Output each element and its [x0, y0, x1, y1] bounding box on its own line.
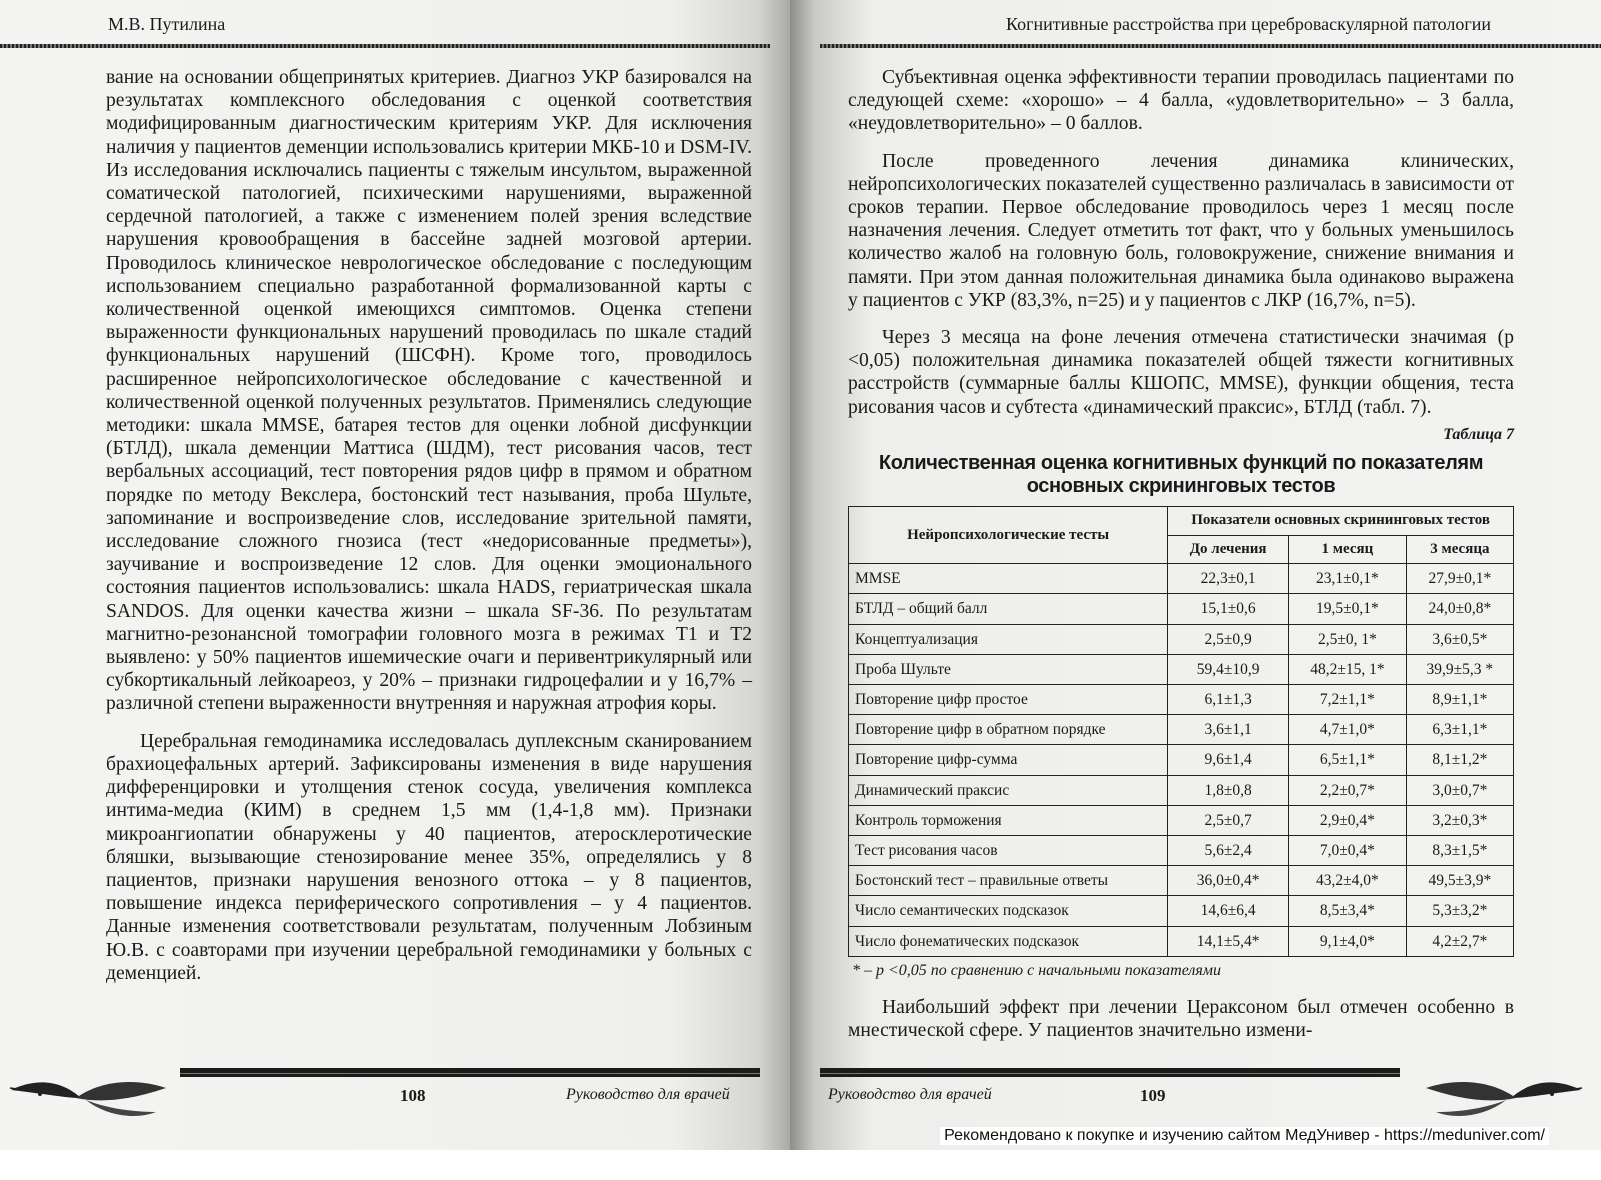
paragraph: вание на основании общепринятых критериев. Диагноз УКР базировался на результатах комплексного обследования с оценкой соответствия модифицированным диагностическим критериям УКР. Для исключения наличия у пациентов деменции использовались критерии МКБ-10 и DSM-IV. Из исследования исключались пациенты с тяжелым инсультом, выраженной соматической патологией, психическими нарушениями, выраженной сердечной патологией, а также с изменением полей зрения вследствие нарушения кровообращения в бассейне задней мозговой артерии. Проводилось клиническое неврологическое обследование с последующим использованием специально разработанной формализованной карты с количественной оценкой имеющихся симптомов. Оценка степени выраженности функциональных нарушений проводилась по шкале стадий функциональных нарушений (ШСФН). Кроме того, проводилось расширенное нейропсихологическое обследование с качественной и количественной оценкой полученных результатов. Применялись следующие методики: шкала MMSE, батарея тестов для оценки лобной дисфункции (БТЛД), шкала деменции Маттиса (ШДМ), тест рисования часов, тест вербальных ассоциаций, тест повторения рядов цифр в прямом и обратном порядке по методу Векслера, бостонский тест называния, проба Шульте, запоминание и воспроизведение слов, исследование зрительной памяти, исследование сложного гнозиса (тест «недорисованные предметы»), заучивание и воспроизведение 12 слов. Для оценки эмоционального состояния пациентов использовались: шкала HADS, гериатрическая шкала SANDOS. Для оценки качества жизни – шкала SF-36. По результатам магнитно-резонансной томографии головного мозга в режимах Т1 и Т2 выявлено: у 50% пациентов ишемические очаги и перивентрикулярный или субкортикальный лейкоареоз, у 20% – признаки гидроцефалии и у 16,7% – различной степени выраженности внутренняя и наружная атрофия коры.: [106, 67, 752, 715]
before-value-cell: 2,5±0,7: [1168, 805, 1289, 835]
table-row: [849, 745, 1514, 775]
before-value-cell: 59,4±10,9: [1168, 654, 1289, 684]
test-name-cell: Бостонский тест – правильные ответы: [849, 866, 1168, 896]
month3-value-cell: 3,2±0,3*: [1406, 805, 1513, 835]
month1-value-cell: 7,0±0,4*: [1289, 836, 1407, 866]
month3-value-cell: 49,5±3,9*: [1406, 866, 1513, 896]
column-header: До лечения: [1168, 535, 1289, 564]
table-row: [849, 715, 1514, 745]
bottom-margin: [0, 1150, 1601, 1180]
test-name-cell: Повторение цифр в обратном порядке: [849, 715, 1168, 745]
table-row: [849, 896, 1514, 926]
table-row: [849, 685, 1514, 715]
before-value-cell: 3,6±1,1: [1168, 715, 1289, 745]
right-text-column: [848, 66, 1514, 1056]
column-header: 3 месяца: [1406, 535, 1513, 564]
test-name-cell: Повторение цифр простое: [849, 685, 1168, 715]
month1-value-cell: 2,5±0, 1*: [1289, 624, 1407, 654]
table-row: [849, 926, 1514, 956]
test-name-cell: Концептуализация: [849, 624, 1168, 654]
test-name-cell: Повторение цифр-сумма: [849, 745, 1168, 775]
test-name-cell: Проба Шульте: [849, 654, 1168, 684]
table-row: [849, 564, 1514, 594]
test-name-cell: Число семантических подсказок: [849, 896, 1168, 926]
page-number-right: 109: [1140, 1086, 1166, 1105]
month1-value-cell: 19,5±0,1*: [1289, 594, 1407, 624]
header-group: Показатели основных скрининговых тестов: [1168, 507, 1514, 536]
table-footnote: * – р <0,05 по сравнению с начальными показателями: [852, 961, 1222, 979]
test-name-cell: БТЛД – общий балл: [849, 594, 1168, 624]
footer-text-left: Руководство для врачей: [566, 1086, 730, 1103]
before-value-cell: 9,6±1,4: [1168, 745, 1289, 775]
month3-value-cell: 27,9±0,1*: [1406, 564, 1513, 594]
test-name-cell: MMSE: [849, 564, 1168, 594]
month3-value-cell: 8,1±1,2*: [1406, 745, 1513, 775]
test-name-cell: Динамический праксис: [849, 775, 1168, 805]
table-title: Количественная оценка когнитивных функций по показателям основных скрининговых тестов: [878, 452, 1484, 498]
month3-value-cell: 24,0±0,8*: [1406, 594, 1513, 624]
left-page: [0, 0, 790, 1150]
month3-value-cell: 6,3±1,1*: [1406, 715, 1513, 745]
month1-value-cell: 4,7±1,0*: [1289, 715, 1407, 745]
running-head-right: Когнитивные расстройства при цереброваскулярной патологии: [1006, 14, 1491, 34]
header-rule-left: [0, 44, 770, 48]
paragraph: Наибольший эффект при лечении Цераксоном был отмечен особенно в мнестической сфере. У пациентов значительно измени-: [848, 997, 1514, 1042]
table-body: [849, 564, 1514, 957]
footer-text-right: Руководство для врачей: [828, 1086, 992, 1103]
before-value-cell: 36,0±0,4*: [1168, 866, 1289, 896]
table-row: [849, 836, 1514, 866]
left-text-column: [106, 66, 752, 999]
paragraph: После проведенного лечения динамика клинических, нейропсихологических показателей существенно различалась в зависимости от сроков терапии. Первое обследование проводилось через 1 месяц после назначения лечения. Следует отметить тот факт, что у больных уменьшилось количество жалоб на головную боль, головокружение, снижение внимания и памяти. При этом данная положительная динамика была одинаково выражена у пациентов с УКР (83,3%, n=25) и у пациентов с ЛКР (16,7%, n=5).: [848, 150, 1514, 311]
table-label: Таблица 7: [1443, 425, 1514, 443]
page-number-left: 108: [400, 1086, 426, 1105]
month3-value-cell: 8,3±1,5*: [1406, 836, 1513, 866]
before-value-cell: 14,6±6,4: [1168, 896, 1289, 926]
before-value-cell: 22,3±0,1: [1168, 564, 1289, 594]
month3-value-cell: 5,3±3,2*: [1406, 896, 1513, 926]
month3-value-cell: 4,2±2,7*: [1406, 926, 1513, 956]
table-row: [849, 624, 1514, 654]
month3-value-cell: 3,6±0,5*: [1406, 624, 1513, 654]
month1-value-cell: 9,1±4,0*: [1289, 926, 1407, 956]
table-row: [849, 654, 1514, 684]
running-head-left: М.В. Путилина: [108, 14, 226, 34]
before-value-cell: 5,6±2,4: [1168, 836, 1289, 866]
month1-value-cell: 23,1±0,1*: [1289, 564, 1407, 594]
test-name-cell: Контроль торможения: [849, 805, 1168, 835]
watermark-text: Рекомендовано к покупке и изучению сайтом МедУнивер - https://meduniver.com/: [940, 1127, 1549, 1145]
header-tests: Нейропсихологические тесты: [849, 507, 1168, 564]
month3-value-cell: 39,9±5,3 *: [1406, 654, 1513, 684]
before-value-cell: 6,1±1,3: [1168, 685, 1289, 715]
table-row: [849, 866, 1514, 896]
paragraph: Субъективная оценка эффективности терапии проводилась пациентами по следующей схеме: «хорошо» – 4 балла, «удовлетворительно» – 3 балла, «неудовлетворительно» – 0 баллов.: [848, 67, 1514, 135]
table-row: [849, 594, 1514, 624]
paragraph: Церебральная гемодинамика исследовалась дуплексным сканированием брахиоцефальных артерий. Зафиксированы изменения в виде нарушения дифференцировки и утолщения стенок сосуда, увеличения комплекса интима-медиа (КИМ) в среднем 1,5 мм (1,4-1,8 мм). Признаки микроангиопатии обнаружены у 40 пациентов, атеросклеротические бляшки, вызывающие стенозирование менее 35%, определялись у 8 пациентов, признаки нарушения венозного оттока – у 8 пациентов, повышение индекса периферического сопротивления – у 4 пациентов. Данные изменения соответствовали результатам, полученным Лобзиным Ю.В. с соавторами при изучении церебральной гемодинамики у больных с деменцией.: [106, 730, 752, 984]
floral-ornament-icon: [6, 1068, 176, 1128]
month1-value-cell: 8,5±3,4*: [1289, 896, 1407, 926]
test-name-cell: Число фонематических подсказок: [849, 926, 1168, 956]
before-value-cell: 1,8±0,8: [1168, 775, 1289, 805]
test-name-cell: Тест рисования часов: [849, 836, 1168, 866]
footer-rule-right: [820, 1068, 1400, 1077]
paragraph: Через 3 месяца на фоне лечения отмечена статистически значимая (р <0,05) положительная динамика показателей общей тяжести когнитивных расстройств (суммарные баллы КШОПС, MMSE), функции общения, теста рисования часов и субтеста «динамический праксис», БТЛД (табл. 7).: [848, 327, 1514, 418]
floral-ornament-icon: [1416, 1068, 1586, 1128]
before-value-cell: 14,1±5,4*: [1168, 926, 1289, 956]
month1-value-cell: 48,2±15, 1*: [1289, 654, 1407, 684]
column-header: 1 месяц: [1289, 535, 1407, 564]
month1-value-cell: 43,2±4,0*: [1289, 866, 1407, 896]
month3-value-cell: 8,9±1,1*: [1406, 685, 1513, 715]
month3-value-cell: 3,0±0,7*: [1406, 775, 1513, 805]
table-row: [849, 775, 1514, 805]
table-row: [849, 805, 1514, 835]
month1-value-cell: 7,2±1,1*: [1289, 685, 1407, 715]
month1-value-cell: 6,5±1,1*: [1289, 745, 1407, 775]
footer-rule-left: [180, 1068, 760, 1077]
before-value-cell: 2,5±0,9: [1168, 624, 1289, 654]
before-value-cell: 15,1±0,6: [1168, 594, 1289, 624]
results-table: [848, 506, 1514, 957]
right-page: [790, 0, 1601, 1150]
header-rule-right: [820, 44, 1601, 48]
month1-value-cell: 2,9±0,4*: [1289, 805, 1407, 835]
month1-value-cell: 2,2±0,7*: [1289, 775, 1407, 805]
